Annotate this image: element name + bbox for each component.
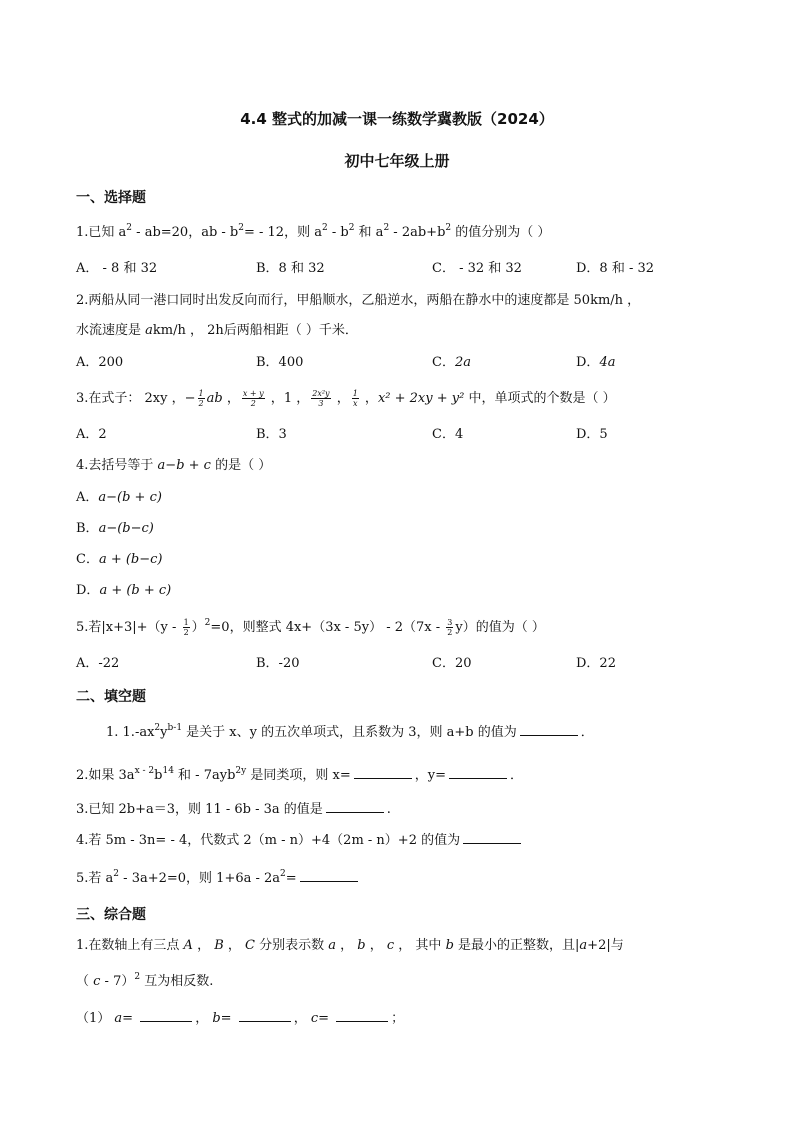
section-choice: 一、选择题 <box>76 190 146 206</box>
answer-blank-b[interactable] <box>239 1010 291 1022</box>
option: D．22 <box>576 656 616 671</box>
fill-2: 2.如果 $3a^{x - 2}b^{14}$ 和 - 7ayb$^{2y}$ 是同类项，则 x= ，y= ． <box>76 766 523 783</box>
answer-blank-c[interactable] <box>336 1010 388 1022</box>
question-1: 1.已知 $a^2 - ab=20$，ab - $b^2= - 12$，则 $a^2 - b^2$ 和 $a^2 - 2ab+b^2$ 的值分别为（ ） <box>76 223 551 240</box>
question-4-option-d: D．a + (b + c) <box>76 583 172 598</box>
option: B．3 <box>256 427 287 442</box>
answer-blank-y[interactable] <box>449 767 507 779</box>
option: D．8 和 - 32 <box>576 261 655 276</box>
fill-1: 1. $1.-ax^2y^{b-1}$ 是关于 x、y 的五次单项式，且系数为 3，则 a+b 的值为 ． <box>106 723 594 740</box>
page-title: 4.4 整式的加减一课一练数学冀教版（2024） <box>240 110 554 128</box>
option: B．8 和 32 <box>256 261 325 276</box>
fill-5: 5.若 $a^2 - 3a+2=0$，则 $1+6a - 2a^2=$ <box>76 870 361 888</box>
answer-blank-a[interactable] <box>140 1010 192 1022</box>
page-subtitle: 初中七年级上册 <box>344 152 450 170</box>
question-2-line-1: 2.两船从同一港口同时出发反向而行，甲船顺水，乙船逆水，两船在静水中的速度都是 50km/h ， <box>76 293 641 308</box>
option: D．5 <box>576 427 608 442</box>
option: C． - 32 和 32 <box>432 261 522 276</box>
comprehensive-1-line-1: 1.在数轴上有三点 A ， B ， C 分别表示数 a ， b ， c ， 其中 b 是最小的正整数，且|a+2|与 <box>76 938 624 953</box>
option: B．-20 <box>256 656 300 671</box>
answer-blank[interactable] <box>520 724 578 736</box>
option: C．2a <box>432 355 471 370</box>
section-fill: 二、填空题 <box>76 689 146 705</box>
option: C．20 <box>432 656 472 671</box>
option: A．200 <box>76 355 124 370</box>
fill-4: 4.若 5m - 3n= - 4，代数式 2（m - n）+4（2m - n）+2 的值为 <box>76 832 524 850</box>
option: A． - 8 和 32 <box>76 261 158 276</box>
answer-blank[interactable] <box>326 801 384 813</box>
question-3: 3.在式子： 2xy ，− $\frac{1}{2}$ ab ， $\frac{x + y}{2}$ ，1 ， $\frac{\text{2x²y}}{3}$ ， $\frac{1}{x}$ ，x² + 2xy + y² 中，单项式的个数是（ ） <box>76 389 616 408</box>
question-2-line-2: 水流速度是 akm/h ， 2h后两船相距（ ）千米． <box>76 323 358 338</box>
question-5: 5.若|x+3|+（y - $\frac{1}{2}$ ）$^2$=0，则整式 4x+（3x - 5y） - 2（7x - $\frac{3}{2}$ y）的值为（ ） <box>76 618 545 637</box>
fill-3: 3.已知 2b+a＝3，则 11 - 6b - 3a 的值是 . <box>76 802 391 817</box>
option: A．-22 <box>76 656 120 671</box>
section-comprehensive: 三、综合题 <box>76 907 146 923</box>
question-4-option-a: A．a−(b + c) <box>76 490 162 505</box>
question-4-option-c: C．a + (b−c) <box>76 552 163 567</box>
comprehensive-1-part-1: （1） a= ， b= ， c= ； <box>76 1011 405 1026</box>
answer-blank[interactable] <box>463 832 521 844</box>
option: A．2 <box>76 427 107 442</box>
option: B．400 <box>256 355 304 370</box>
option: D．4a <box>576 355 616 370</box>
question-4: 4.去括号等于 a−b + c 的是（ ） <box>76 458 272 473</box>
answer-blank[interactable] <box>300 870 358 882</box>
comprehensive-1-line-2: （ c - 7）$^2$ 互为相反数. <box>76 972 214 989</box>
question-4-option-b: B．a−(b−c) <box>76 521 154 536</box>
answer-blank-x[interactable] <box>354 767 412 779</box>
option: C．4 <box>432 427 464 442</box>
